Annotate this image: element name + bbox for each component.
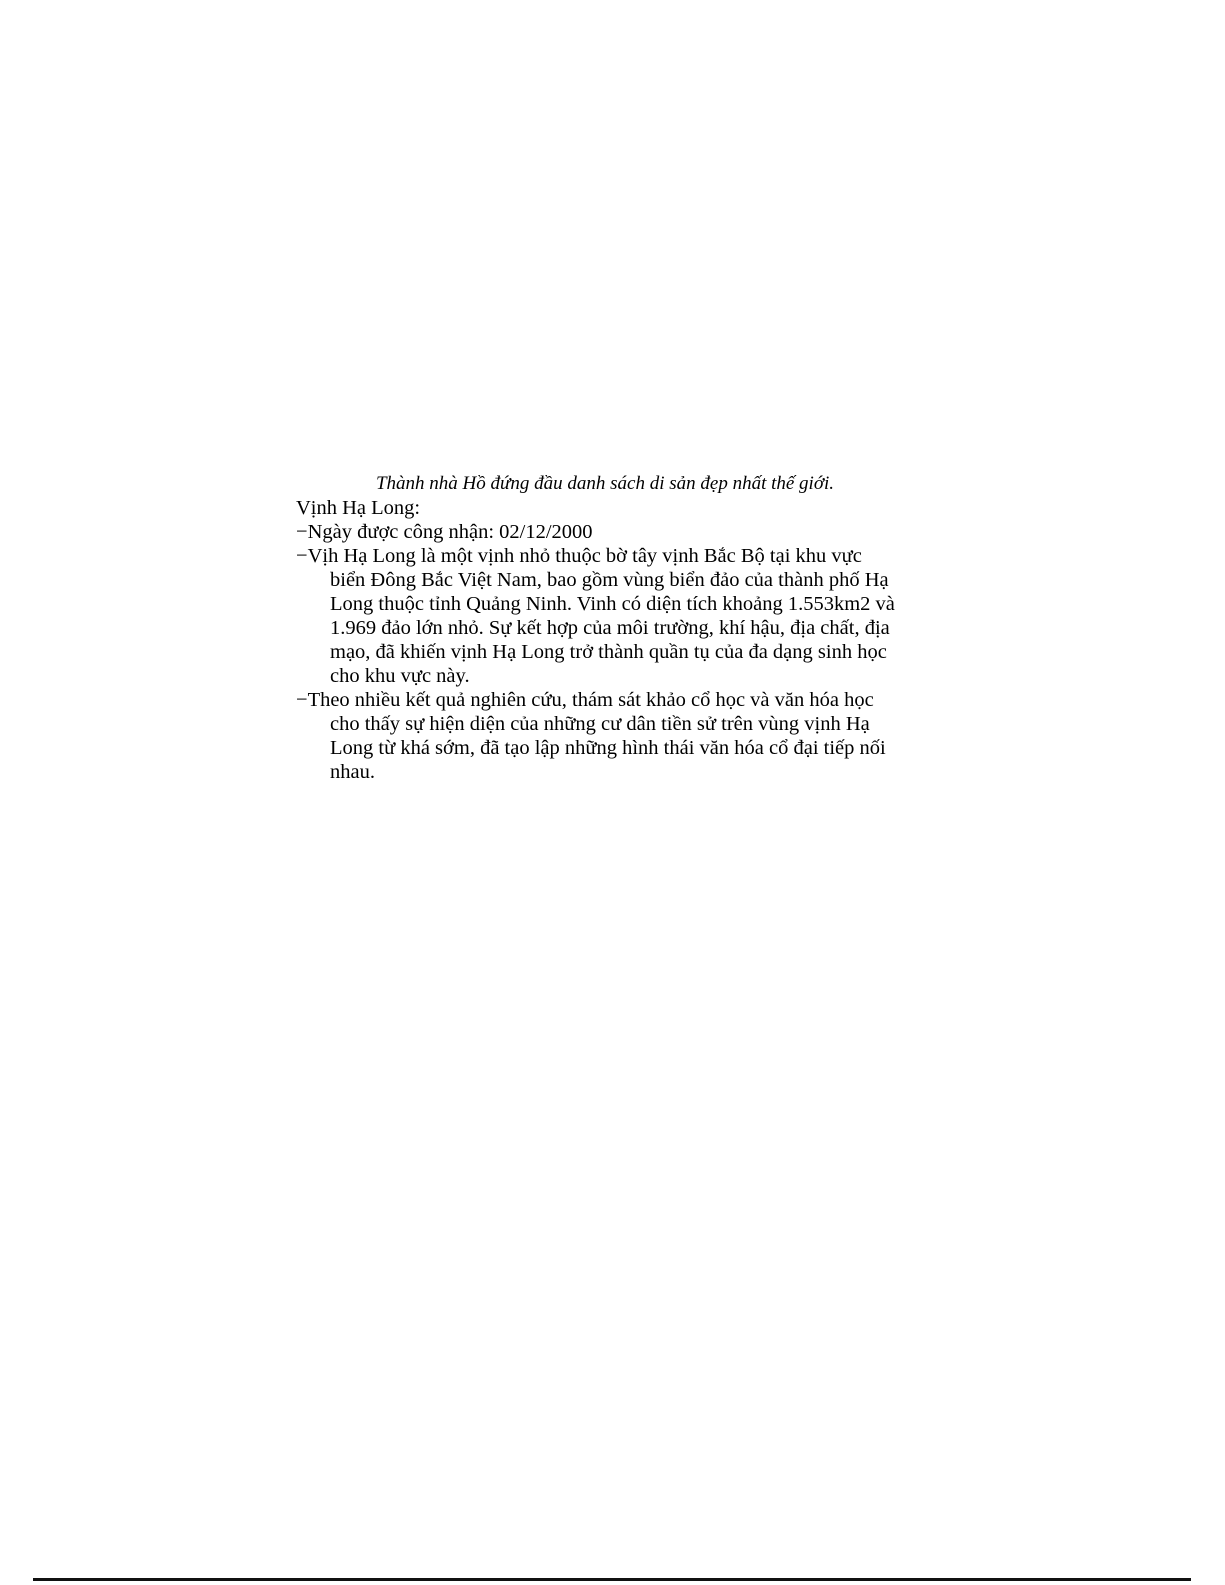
bullet-line-first: −Theo nhiều kết quả nghiên cứu, thám sát khảo cổ học và văn hóa học (296, 689, 874, 711)
text-block (296, 496, 936, 784)
bullet-line-first: −Vịh Hạ Long là một vịnh nhỏ thuộc bờ tây vịnh Bắc Bộ tại khu vực (296, 545, 862, 567)
bullet-line-wrapped: Long thuộc tỉnh Quảng Ninh. Vinh có diện tích khoảng 1.553km2 và (330, 593, 895, 615)
bullet-line-wrapped: Long từ khá sớm, đã tạo lập những hình thái văn hóa cổ đại tiếp nối (330, 737, 886, 759)
page-bottom-rule (33, 1578, 1191, 1581)
bullet-dash: − (296, 689, 308, 711)
bullet-line-wrapped: 1.969 đảo lớn nhỏ. Sự kết hợp của môi trường, khí hậu, địa chất, địa (330, 617, 890, 639)
bullet-dash: − (296, 521, 308, 543)
bullet-line-wrapped: cho thấy sự hiện diện của những cư dân tiền sử trên vùng vịnh Hạ (330, 713, 870, 735)
bullet-list (296, 520, 936, 784)
image-caption: Thành nhà Hồ đứng đầu danh sách di sản đẹp nhất thế giới. (375, 473, 835, 494)
bullet-line-wrapped: mạo, đã khiến vịnh Hạ Long trở thành quần tụ của đa dạng sinh học (330, 641, 887, 663)
section-heading: Vịnh Hạ Long: (296, 497, 421, 519)
bullet-line-wrapped: cho khu vực này. (330, 665, 470, 687)
bullet-line-wrapped: biển Đông Bắc Việt Nam, bao gồm vùng biển đảo của thành phố Hạ (330, 569, 889, 591)
bullet-dash: − (296, 545, 308, 567)
bullet-line-wrapped: nhau. (330, 761, 375, 783)
bullet-line-first: −Ngày được công nhận: 02/12/2000 (296, 521, 593, 543)
